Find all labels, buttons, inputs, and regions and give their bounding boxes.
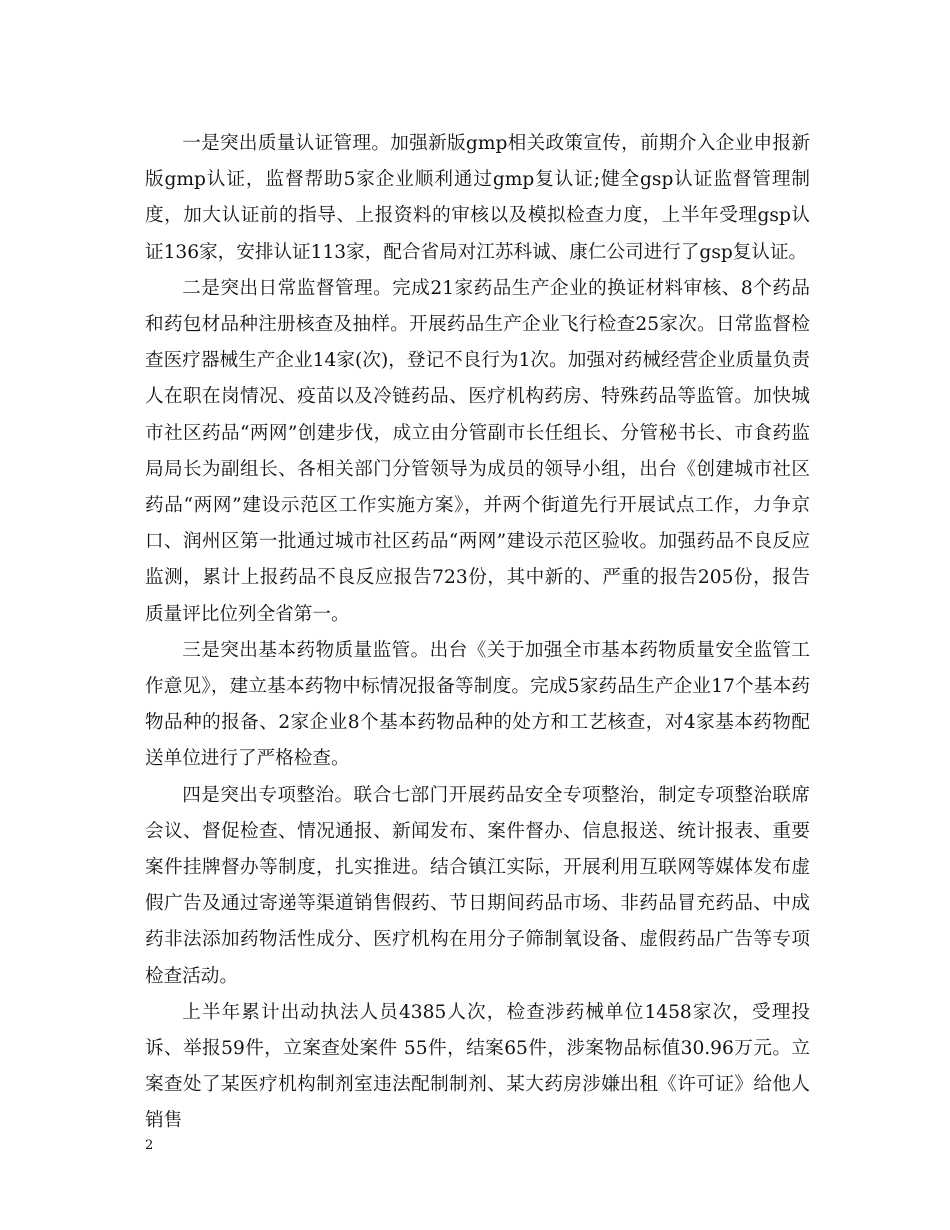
paragraph-daily-supervision: 二是突出日常监督管理。完成21家药品生产企业的换证材料审核、8个药品和药包材品种注册核查及抽样。开展药品生产企业飞行检查25家次。日常监督检查医疗器械生产企业14家(次)，登记不良行为1次。加强对药械经营企业质量负责人在职在岗情况、疫苗以及冷链药品、医疗机构药房、特殊药品等监管。加快城市社区药品“两网”创建步伐，成立由分管副市长任组长、分管秘书长、市食药监局局长为副组长、各相关部门分管领导为成员的领导小组，出台《创建城市社区药品“两网”建设示范区工作实施方案》，并两个街道先行开展试点工作，力争京口、润州区第一批通过城市社区药品“两网”建设示范区验收。加强药品不良反应监测，累计上报药品不良反应报告723份，其中新的、严重的报告205份，报告质量评比位列全省第一。 xyxy=(145,277,810,625)
paragraph-enforcement-statistics: 上半年累计出动执法人员4385人次，检查涉药械单位1458家次，受理投诉、举报59件，立案查处案件 55件，结案65件，涉案物品标值30.96万元。立案查处了某医疗机构制剂室违法配制制剂、某大药房涉嫌出租《许可证》给他人销售 xyxy=(145,1001,810,1132)
page-number: 2 xyxy=(145,1138,154,1153)
paragraph-quality-certification: 一是突出质量认证管理。加强新版gmp相关政策宣传，前期介入企业申报新版gmp认证，监督帮助5家企业顺利通过gmp复认证;健全gsp认证监督管理制度，加大认证前的指导、上报资料的审核以及模拟检查力度，上半年受理gsp认证136家，安排认证113家，配合省局对江苏科诚、康仁公司进行了gsp复认证。 xyxy=(145,133,810,263)
paragraph-essential-medicines: 三是突出基本药物质量监管。出台《关于加强全市基本药物质量安全监管工作意见》，建立基本药物中标情况报备等制度。完成5家药品生产企业17个基本药物品种的报备、2家企业8个基本药物品种的处方和工艺核查，对4家基本药物配送单位进行了严格检查。 xyxy=(145,639,810,770)
document-body xyxy=(145,126,810,1140)
paragraph-special-rectification: 四是突出专项整治。联合七部门开展药品安全专项整治，制定专项整治联席会议、督促检查、情况通报、新闻发布、案件督办、信息报送、统计报表、重要案件挂牌督办等制度，扎实推进。结合镇江实际，开展利用互联网等媒体发布虚假广告及通过寄递等渠道销售假药、节日期间药品市场、非药品冒充药品、中成药非法添加药物活性成分、医疗机构在用分子筛制氧设备、虚假药品广告等专项检查活动。 xyxy=(145,784,810,987)
